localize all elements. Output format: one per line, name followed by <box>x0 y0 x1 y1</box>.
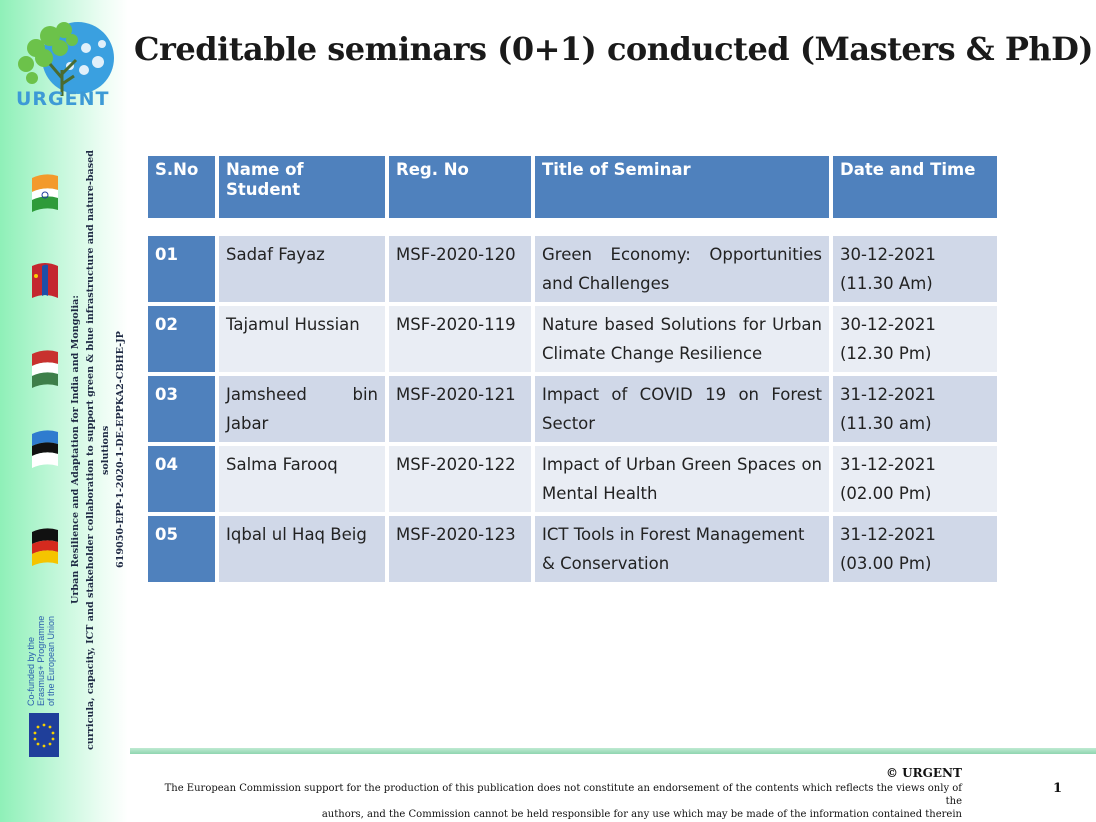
cell-date: 30-12-2021 <box>840 315 936 334</box>
project-description <box>68 140 126 760</box>
footer-copyright: © URGENT <box>886 766 962 780</box>
footer-divider <box>130 748 1096 754</box>
cell-sno: 05 <box>146 514 217 584</box>
cell-sno: 01 <box>146 234 217 304</box>
cell-time: (12.30 Pm) <box>840 344 932 363</box>
cell-time: (11.30 Am) <box>840 274 933 293</box>
cell-sno: 02 <box>146 304 217 374</box>
cell-reg: MSF-2020-120 <box>387 234 533 304</box>
footer-disclaimer <box>150 782 962 821</box>
cell-datetime <box>831 234 999 304</box>
cell-date: 31-12-2021 <box>840 525 936 544</box>
cell-title: Green Economy: Opportunities and Challenges <box>533 234 831 304</box>
mongolia-flag-icon <box>28 258 62 304</box>
header-name: Name of Student <box>217 154 387 220</box>
page-title: Creditable seminars (0+1) conducted (Masters & PhD) <box>134 30 1094 68</box>
seminars-table <box>146 154 999 584</box>
urgent-logo-text: URGENT <box>16 88 110 110</box>
cell-name: Tajamul Hussian <box>217 304 387 374</box>
cell-date: 31-12-2021 <box>840 385 936 404</box>
eu-flag-icon <box>29 713 59 757</box>
cell-name: Sadaf Fayaz <box>217 234 387 304</box>
table-row <box>146 304 999 374</box>
cell-datetime <box>831 304 999 374</box>
header-date: Date and Time <box>831 154 999 220</box>
disclaimer-line-2: authors, and the Commission cannot be held responsible for any use which may be made of the information contained therein <box>321 809 962 820</box>
cell-date: 31-12-2021 <box>840 455 936 474</box>
cell-datetime <box>831 374 999 444</box>
cell-reg: MSF-2020-123 <box>387 514 533 584</box>
cell-time: (11.30 am) <box>840 414 932 433</box>
disclaimer-line-1: The European Commission support for the production of this publication does not constitute an endorsement of the contents which reflects the views only of the <box>164 783 962 807</box>
project-line-2: curricula, capacity, ICT and stakeholder collaboration to support green & blue infrastructure and nature-based solutions <box>85 150 111 750</box>
header-sno: S.No <box>146 154 217 220</box>
cell-datetime <box>831 514 999 584</box>
cofunded-label <box>26 606 66 706</box>
cell-title: Impact of Urban Green Spaces on Mental Health <box>533 444 831 514</box>
cell-title: Nature based Solutions for Urban Climate Change Resilience <box>533 304 831 374</box>
india-flag-icon <box>28 168 62 214</box>
cell-sno: 04 <box>146 444 217 514</box>
cell-title: Impact of COVID 19 on Forest Sector <box>533 374 831 444</box>
cell-reg: MSF-2020-121 <box>387 374 533 444</box>
header-title: Title of Seminar <box>533 154 831 220</box>
table-row <box>146 374 999 444</box>
cell-title: ICT Tools in Forest Management & Conservation <box>533 514 831 584</box>
cell-reg: MSF-2020-122 <box>387 444 533 514</box>
cell-name: Iqbal ul Haq Beig <box>217 514 387 584</box>
cell-datetime <box>831 444 999 514</box>
hungary-flag-icon <box>28 344 62 390</box>
cofunded-line-1: Co-funded by the <box>26 636 36 706</box>
cofunded-line-3: of the European Union <box>46 615 56 706</box>
germany-flag-icon <box>28 522 62 568</box>
cell-date: 30-12-2021 <box>840 245 936 264</box>
sidebar <box>0 0 128 822</box>
table-row <box>146 514 999 584</box>
project-line-1: Urban Resilience and Adaptation for India and Mongolia: <box>70 295 81 605</box>
table-row <box>146 444 999 514</box>
cell-name: Jamsheed bin Jabar <box>217 374 387 444</box>
header-reg: Reg. No <box>387 154 533 220</box>
cell-sno: 03 <box>146 374 217 444</box>
cell-reg: MSF-2020-119 <box>387 304 533 374</box>
cell-time: (03.00 Pm) <box>840 554 932 573</box>
cell-time: (02.00 Pm) <box>840 484 932 503</box>
estonia-flag-icon <box>28 424 62 470</box>
cofunded-line-2: Erasmus+ Programme <box>36 615 46 706</box>
project-line-3: 619050-EPP-1-2020-1-DE-EPPKA2-CBHE-JP <box>115 331 126 569</box>
table-header-row <box>146 154 999 220</box>
cell-name: Salma Farooq <box>217 444 387 514</box>
table-row <box>146 234 999 304</box>
page-number: 1 <box>1053 781 1063 796</box>
